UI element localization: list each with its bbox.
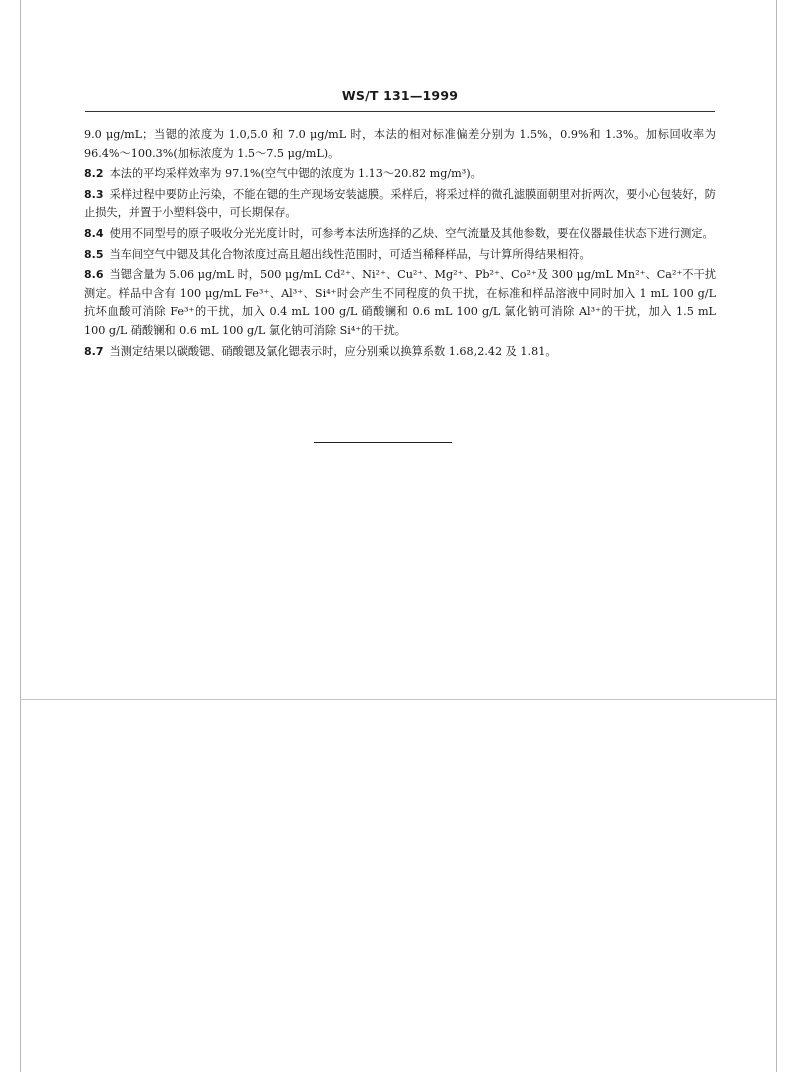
body-text [84, 126, 716, 363]
paragraph-text: 当车间空气中锶及其化合物浓度过高且超出线性范围时，可适当稀释样品，与计算所得结果相符。 [109, 247, 591, 261]
paragraph-text: 使用不同型号的原子吸收分光光度计时，可参考本法所选择的乙炔、空气流量及其他参数，要在仪器最佳状态下进行测定。 [109, 226, 714, 240]
scan-edge-left [20, 0, 21, 1072]
scan-fold-line [20, 699, 776, 700]
page-header-title: WS/T 131—1999 [341, 88, 459, 103]
clause-number: 8.5 [84, 247, 104, 261]
paragraph-8-3 [84, 186, 716, 223]
paragraph-text: 本法的平均采样效率为 97.1%(空气中锶的浓度为 1.13～20.82 mg/m³)。 [109, 167, 482, 181]
clause-number: 8.7 [84, 344, 104, 358]
paragraph-text: 9.0 μg/mL；当锶的浓度为 1.0,5.0 和 7.0 μg/mL 时，本法的相对标准偏差分别为 1.5%，0.9%和 1.3%。加标回收率为 96.4%～100.3%(加标浓度为 1.5～7.5 μg/mL)。 [84, 128, 716, 160]
clause-number: 8.6 [84, 268, 104, 282]
paragraph-8-2 [84, 165, 716, 184]
paragraph-8-7 [84, 343, 716, 362]
paragraph-continuation [84, 126, 716, 163]
clause-number: 8.3 [84, 187, 104, 201]
clause-number: 8.2 [84, 167, 104, 181]
paragraph-8-6 [84, 266, 716, 340]
paragraph-8-4 [84, 225, 716, 244]
paragraph-text: 采样过程中要防止污染，不能在锶的生产现场安装滤膜。采样后，将采过样的微孔滤膜面朝里对折两次，要小心包装好，防止损失，并置于小塑料袋中，可长期保存。 [84, 187, 716, 220]
header-rule [85, 111, 715, 112]
scan-edge-right [776, 0, 777, 1072]
paragraph-8-5 [84, 246, 716, 265]
clause-number: 8.4 [84, 226, 104, 240]
paragraph-text: 当测定结果以碳酸锶、硝酸锶及氯化锶表示时，应分别乘以换算系数 1.68,2.42 及 1.81。 [109, 344, 557, 358]
paragraph-text: 当锶含量为 5.06 μg/mL 时，500 μg/mL Cd²⁺、Ni²⁺、Cu²⁺、Mg²⁺、Pb²⁺、Co²⁺及 300 μg/mL Mn²⁺、Ca²⁺不干扰测定。样品中含有 100 μg/mL Fe³⁺、Al³⁺、Si⁴⁺时会产生不同程度的负干扰，在标准和样品溶液中同时加入 1 mL 100 g/L 抗坏血酸可消除 Fe³⁺的干扰，加入 0.4 mL 100 g/L 硝酸镧和 0.6 mL 100 g/L 氯化钠可消除 Al³⁺的干扰，加入 1.5 mL 100 g/L 硝酸镧和 0.6 mL 100 g/L 氯化钠可消除 Si⁴⁺的干扰。 [84, 268, 717, 337]
end-of-text-rule [314, 442, 452, 443]
